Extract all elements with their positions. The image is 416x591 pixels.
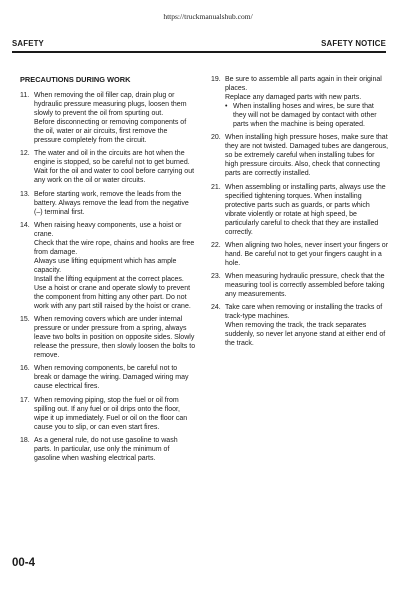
item-paragraph: When assembling or installing parts, always use the specified tightening torques. When installing protective parts such as guards, or parts which vibrate violently or rotate at high speed, be particularly careful to check that they are installed correctly. xyxy=(225,183,386,236)
item-number: 24. xyxy=(211,304,221,312)
item-number: 13. xyxy=(20,190,30,198)
item-number: 19. xyxy=(211,76,221,83)
item-paragraph: The water and oil in the circuits are hot when the engine is stopped, so be careful not to get burned. xyxy=(34,150,190,167)
item-paragraph: Be sure to assemble all parts again in their original places. xyxy=(225,76,382,93)
item-paragraph: Replace any damaged parts with new parts. xyxy=(225,94,362,102)
precaution-item xyxy=(20,91,196,145)
precaution-item xyxy=(20,436,196,463)
precaution-item xyxy=(20,221,196,311)
item-paragraph: Check that the wire rope, chains and hooks are free from damage. xyxy=(34,239,195,256)
item-number: 16. xyxy=(20,365,30,373)
precaution-item xyxy=(20,396,196,432)
item-number: 12. xyxy=(20,150,30,158)
precaution-item xyxy=(211,272,389,299)
item-number: 18. xyxy=(20,436,30,444)
source-url: https://truckmanualshub.com/ xyxy=(163,12,253,21)
precaution-item xyxy=(20,190,196,217)
right-precaution-list xyxy=(211,75,389,348)
precaution-item xyxy=(211,303,389,348)
right-column xyxy=(211,75,389,352)
item-paragraph: When removing the track, the track separates suddenly, so never let anyone stand at either end of the track. xyxy=(225,322,386,348)
precaution-item xyxy=(211,75,389,129)
item-paragraph: When removing the oil filler cap, drain plug or hydraulic pressure measuring plugs, loosen them slowly to prevent the oil from spurting out. xyxy=(34,92,187,118)
header-section-label: SAFETY xyxy=(12,39,44,48)
item-paragraph: When aligning two holes, never insert your fingers or hand. Be careful not to get your fingers caught in a hole. xyxy=(225,241,389,267)
header-chapter-label: SAFETY NOTICE xyxy=(321,39,386,48)
item-paragraph: Before disconnecting or removing components of the oil, water or air circuits, first remove the pressure completely from the circuit. xyxy=(34,119,187,145)
item-paragraph: Before starting work, remove the leads from the battery. Always remove the lead from the negative (–) terminal first. xyxy=(34,190,189,216)
precaution-item xyxy=(20,315,196,360)
item-paragraph: Install the lifting equipment at the correct places. Use a hoist or crane and operate slowly to prevent the component from hitting any other part. Do not work with any part still raised by the hoist or crane. xyxy=(34,275,191,311)
item-number: 11. xyxy=(20,92,30,100)
item-paragraph: When raising heavy components, use a hoist or crane. xyxy=(34,221,182,238)
item-number: 20. xyxy=(211,134,221,142)
item-paragraph: When removing components, be careful not to break or damage the wiring. Damaged wiring may cause electrical fires. xyxy=(34,365,189,391)
item-paragraph: When removing piping, stop the fuel or oil from spilling out. If any fuel or oil drips onto the floor, wipe it up immediately. Fuel or oil on the floor can cause you to slip, or can even start fires. xyxy=(34,396,188,431)
left-precaution-list xyxy=(20,91,196,463)
item-paragraph: When measuring hydraulic pressure, check that the measuring tool is correctly assembled before taking any measurements. xyxy=(225,272,385,299)
page-header xyxy=(12,37,386,51)
item-number: 22. xyxy=(211,241,221,249)
item-paragraph: When installing high pressure hoses, make sure that they are not twisted. Damaged tubes are dangerous, so be extremely careful when installing tubes for high pressure circuits. Also, check that connecting parts are correctly installed. xyxy=(225,134,389,178)
section-title: PRECAUTIONS DURING WORK xyxy=(20,75,131,84)
precaution-item xyxy=(211,241,389,268)
left-column xyxy=(20,75,196,467)
precaution-item xyxy=(20,149,196,185)
item-number: 14. xyxy=(20,221,30,229)
item-paragraph: When removing covers which are under internal pressure or under pressure from a spring, always leave two bolts in position on opposite sides. Slowly release the pressure, then slowly loosen the bolts to remove. xyxy=(34,316,196,360)
bullet-text: When installing hoses and wires, be sure that they will not be damaged by contact with other parts when the machine is being operated. xyxy=(233,103,377,129)
precaution-item xyxy=(211,133,389,178)
item-paragraph: Take care when removing or installing the tracks of track-type machines. xyxy=(225,304,383,321)
page-number: 00-4 xyxy=(12,557,36,569)
header-rule xyxy=(12,51,386,53)
item-paragraph: As a general rule, do not use gasoline to wash parts. In particular, use only the minimum of gasoline when washing electrical parts. xyxy=(34,436,178,462)
bullet-icon: • xyxy=(225,103,228,111)
item-number: 21. xyxy=(211,183,221,191)
item-paragraph: Always use lifting equipment which has ample capacity. xyxy=(34,257,177,274)
bullet-point xyxy=(225,102,389,129)
item-number: 15. xyxy=(20,316,30,324)
item-paragraph: Wait for the oil and water to cool before carrying out any work on the oil or water circuits. xyxy=(34,168,195,185)
item-number: 17. xyxy=(20,396,30,404)
item-number: 23. xyxy=(211,272,221,280)
precaution-item xyxy=(20,364,196,391)
precaution-item xyxy=(211,183,389,237)
